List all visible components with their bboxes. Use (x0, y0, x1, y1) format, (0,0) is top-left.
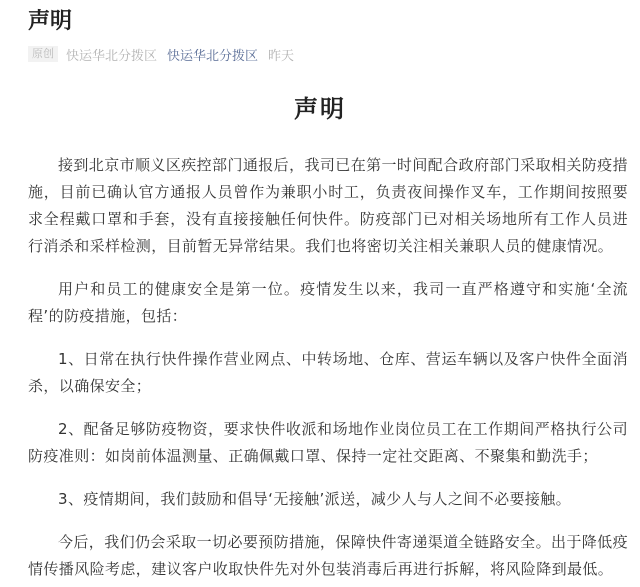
author-name: 快运华北分拨区 (66, 48, 158, 64)
account-name-link[interactable]: 快运华北分拨区 (167, 48, 259, 64)
body-paragraph: 接到北京市顺义区疾控部门通报后，我司已在第一时间配合政府部门采取相关防疫措施，目前已确认官方通报人员曾作为兼职小时工，负责夜间操作叉车，工作期间按照要求全程戴口罩和手套，没有直接接触任何快件。防疫部门已对相关场地所有工作人员进行消杀和采样检测，目前暂无异常结果。我们也将密切关注相关兼职人员的健康情况。 (28, 156, 628, 255)
body-paragraph: 用户和员工的健康安全是第一位。疫情发生以来，我司一直严格遵守和实施‘全流程’的防疫措施，包括： (28, 280, 628, 325)
body-paragraph: 2、配备足够防疫物资，要求快件收派和场地作业岗位员工在工作期间严格执行公司防疫准则：如岗前体温测量、正确佩戴口罩、保持一定社交距离、不聚集和勤洗手； (28, 420, 628, 465)
body-paragraph: 1、日常在执行快件操作营业网点、中转场地、仓库、营运车辆以及客户快件全面消杀，以确保安全； (28, 350, 628, 395)
notice-heading: 声明 (294, 95, 346, 123)
original-tag: 原创 (28, 46, 58, 62)
publish-date: 昨天 (268, 48, 295, 64)
body-paragraph: 今后，我们仍会采取一切必要预防措施，保障快件寄递渠道全链路安全。出于降低疫情传播风险考虑，建议客户收取快件先对外包装消毒后再进行拆解，将风险降到最低。 (28, 533, 628, 578)
article-meta (28, 44, 294, 64)
article-body (28, 152, 628, 583)
body-paragraph: 3、疫情期间，我们鼓励和倡导‘无接触’派送，减少人与人之间不必要接触。 (58, 490, 572, 508)
article-title: 声明 (28, 9, 73, 34)
